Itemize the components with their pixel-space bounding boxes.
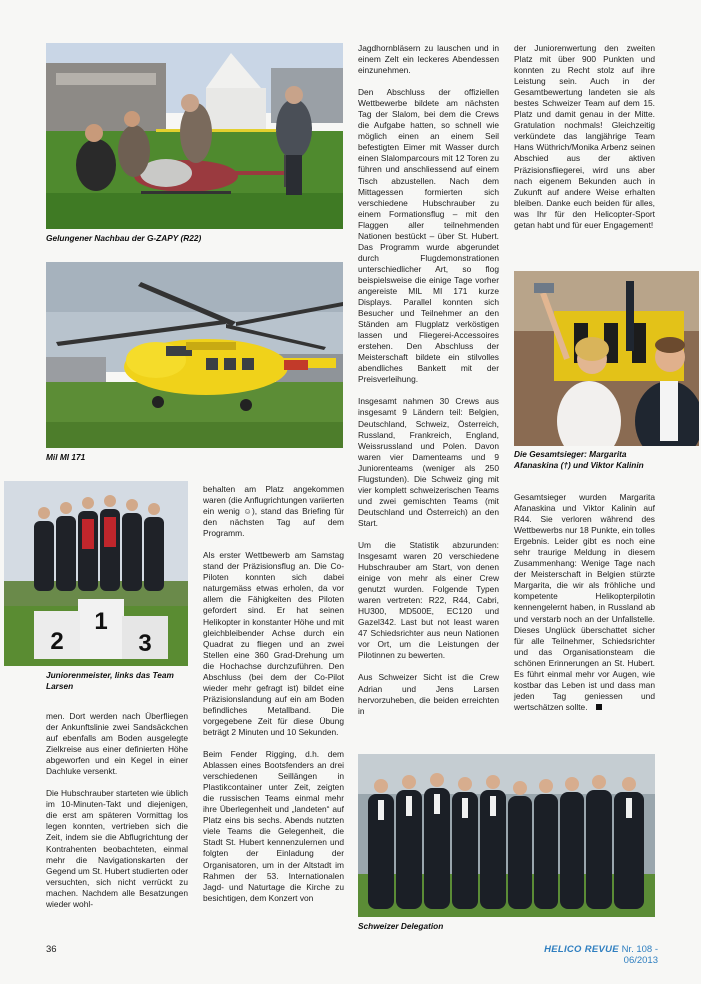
photo-delegation-image — [358, 754, 655, 917]
photo-swiss-delegation — [358, 754, 655, 917]
magazine-title: HELICO REVUE — [544, 944, 619, 955]
caption-junior: Juniorenmeister, links das Team Larsen — [46, 670, 174, 691]
magazine-footer — [508, 944, 658, 966]
article-column-4-top — [514, 43, 655, 231]
photo-junior-image — [4, 481, 188, 666]
photo-mi171-image — [46, 262, 343, 448]
paragraph-text: Gesamtsieger wurden Margarita Afanaskina und Viktor Kalinin auf R44. Sie verloren während des Wettbewerbs nur 18 Punkte, ein tolles Ergebnis. Leider gibt es noch eine sehr traurige Meldung in diesem Zusammenhang: Wenige Tage nach der Meisterschaft in Belgien stürzte Margarita, die wir als fröhliche und kompetente Helikopterpilotin kennengelernt haben, in Russland ab und verstarb noch an der Unfallstelle. Dieses Unglück überschattet sicher für alle Teilnehmer, Schiedsrichter und das Organisationsteam die schönen Erinnerungen an St. Hubert. Es führt einmal mehr vor Augen, wie kostbar das Leben ist und dass man jeden Tag geniessen und wertschätzen sollte. — [514, 492, 655, 712]
photo-junior-champions — [4, 481, 188, 666]
paragraph — [514, 492, 655, 713]
page-number: 36 — [46, 944, 57, 955]
paragraph: Insgesamt nahmen 30 Crews aus insgesamt 9 Ländern teil: Belgien, Deutschland, Schweiz, Österreich, Russland, Frankreich, England, Weissrussland und Polen. Davon waren vier Damenteams und 9 Juniorenteams (weniger als 250 Flugstunden). Die Schweiz ging mit vier komplett schweizerischen Teams und zwei gemischten Teams (mit Deutschland und Österreich) an den Start. — [358, 396, 499, 528]
photo-gzapy-image — [46, 43, 343, 229]
paragraph: Den Abschluss der offiziellen Wettbewerbe bildete am nächsten Tag der Slalom, bei dem die Crews die Aufgabe hatten, so schnell wie möglich einen an einem Seil befestigten Eimer mit Wasser durch einen Slalomparcours mit 12 Toren zu führen und anschliessend auf einem Tisch abzustellen. Nach dem Mittagessen formierten sich verschiedene Hubschrauber zu einem Formationsflug – mit den Flaggen aller teilnehmenden Nationen bestückt – über St. Hubert. Das Programm wurde abgerundet durch Flugdemonstrationen unterschiedlicher Art, so flog beispielsweise die einige Tage vorher angereiste MIL MI 171 kurze Displays. Parallel konnten sich Besucher und Teilnehmer an den Ständen am Flugplatz verköstigen lassen und Fliegerei-Accessoires erstehen. Den Abschluss der Meisterschaft bildete ein stilvolles abendliches Bankett mit der Preisverleihung. — [358, 87, 499, 385]
photo-overall-winners — [514, 271, 699, 446]
article-column-2 — [203, 484, 344, 904]
end-of-article-mark — [596, 704, 602, 710]
paragraph: men. Dort werden nach Überfliegen der Ankunftslinie zwei Sandsäckchen auf ebenfalls am Boden ausgelegte Zielkreise aus einer definierten Höhe abgeworfen und ein Kegel in einer Dachluke versenkt. — [46, 711, 188, 777]
paragraph: Die Hubschrauber starteten wie üblich im 10-Minuten-Takt und diejenigen, die erst am späteren Vormittag los legen konnten, vertrieben sich die Zeit, indem sie die Abflugrichtung der Kontrahenten beobachteten, einmal mehr die Navigationskarten der Gegend um St. Hubert studierten oder versuchten, sich nicht verrückt zu machen. Nachdem alle Besatzungen wieder wohl- — [46, 788, 188, 909]
paragraph: Jagdhornbläsern zu lauschen und in einem Zelt ein leckeres Abendessen einzunehmen. — [358, 43, 499, 76]
photo-gzapy-replica — [46, 43, 343, 229]
paragraph: Um die Statistik abzurunden: Insgesamt waren 20 verschiedene Hubschrauber am Start, von denen einige von mehr als einer Crew genutzt wurden. Folgende Typen waren vertreten: R22, R44, Cabri, HU300, MD500E, EC120 und Gazel342. Last but not least waren 47 Schiedsrichter aus neun Nationen vor Ort, um die Leistungen der Pilotinnen zu bewerten. — [358, 539, 499, 661]
paragraph: Aus Schweizer Sicht ist die Crew Adrian und Jens Larsen hervorzuheben, die beiden erreichten in — [358, 672, 499, 716]
photo-mil-mi-171 — [46, 262, 343, 448]
article-column-4-mid — [514, 492, 655, 713]
caption-mi171: Mil MI 171 — [46, 452, 86, 462]
podium-first-place: 1 — [94, 608, 108, 635]
issue-number: Nr. 108 - 06/2013 — [621, 944, 658, 966]
article-column-1-bottom — [46, 711, 188, 910]
article-column-3 — [358, 43, 499, 717]
caption-delegation: Schweizer Delegation — [358, 921, 444, 931]
paragraph: Als erster Wettbewerb am Samstag stand der Präzisionsflug an. Die Co-Piloten konnten sich dabei naturgemäss etwas erholen, da vor allem die Fähigkeiten des Piloten gefordert sind. Er hat seinen Helikopter in konstanter Höhe und mit gleichbleibender Achse durch ein Quadrat zu fliegen und an zwei Stellen eine 360 Grad-Drehung um die Hochachse durchzuführen. Den Abschluss (bei dem der Co-Pilot wieder mehr gefragt ist) bildet eine Präzisionslandung auf ein am Boden befindliches Metallband. Die vorgegebene Zeit für diese Übung beträgt 2 Minuten und 10 Sekunden. — [203, 550, 344, 737]
paragraph: Beim Fender Rigging, d.h. dem Ablassen eines Bootsfenders an drei verschiedenen Seillängen in Plastikcontainer unter Zeit, zeigten die russischen Teams einmal mehr ihre Überlegenheit und „landeten“ auf Platz eins bis sechs. Abends nutzten viele Teams die Gelegenheit, die Stadt St. Hubert kennenzulernen und folgten der Einladung der Organisatoren, um in der Altstadt im Rahmen der 53. Internationalen Jagd- und Naturtage die Kirche zu besichtigen, dem Konzert von — [203, 749, 344, 903]
photo-winners-image — [514, 271, 699, 446]
caption-gzapy: Gelungener Nachbau der G-ZAPY (R22) — [46, 233, 202, 243]
paragraph: behalten am Platz angekommen waren (die Anflugrichtungen variierten ein wenig ☺), stand das Briefing für den nächsten Tag auf dem Programm. — [203, 484, 344, 539]
caption-winners: Die Gesamtsieger: Margarita Afanaskina (†) und Viktor Kalinin — [514, 449, 644, 470]
podium-second-place: 2 — [50, 628, 64, 655]
paragraph: der Juniorenwertung den zweiten Platz mit über 900 Punkten und konnten zu Recht stolz auf ihre Leistung sein. Auch in der Gesamtbewertung landeten sie als bestes Schweizer Team auf dem 15. Platz und damit genau in der Mitte. Gratulation nochmals! Gleichzeitig verkündete das langjährige Team Hans Wüthrich/Monika Arbenz seinen Abschied aus der aktiven Präzisionsfliegerei, wird uns aber nach eigenem Bekunden auch in Zukunft auf andere Weise erhalten bleiben. Danke euch beiden für alles, was Ihr für den Helicopter-Sport getan habt und für euer Engagement! — [514, 43, 655, 230]
podium-third-place: 3 — [138, 630, 152, 657]
